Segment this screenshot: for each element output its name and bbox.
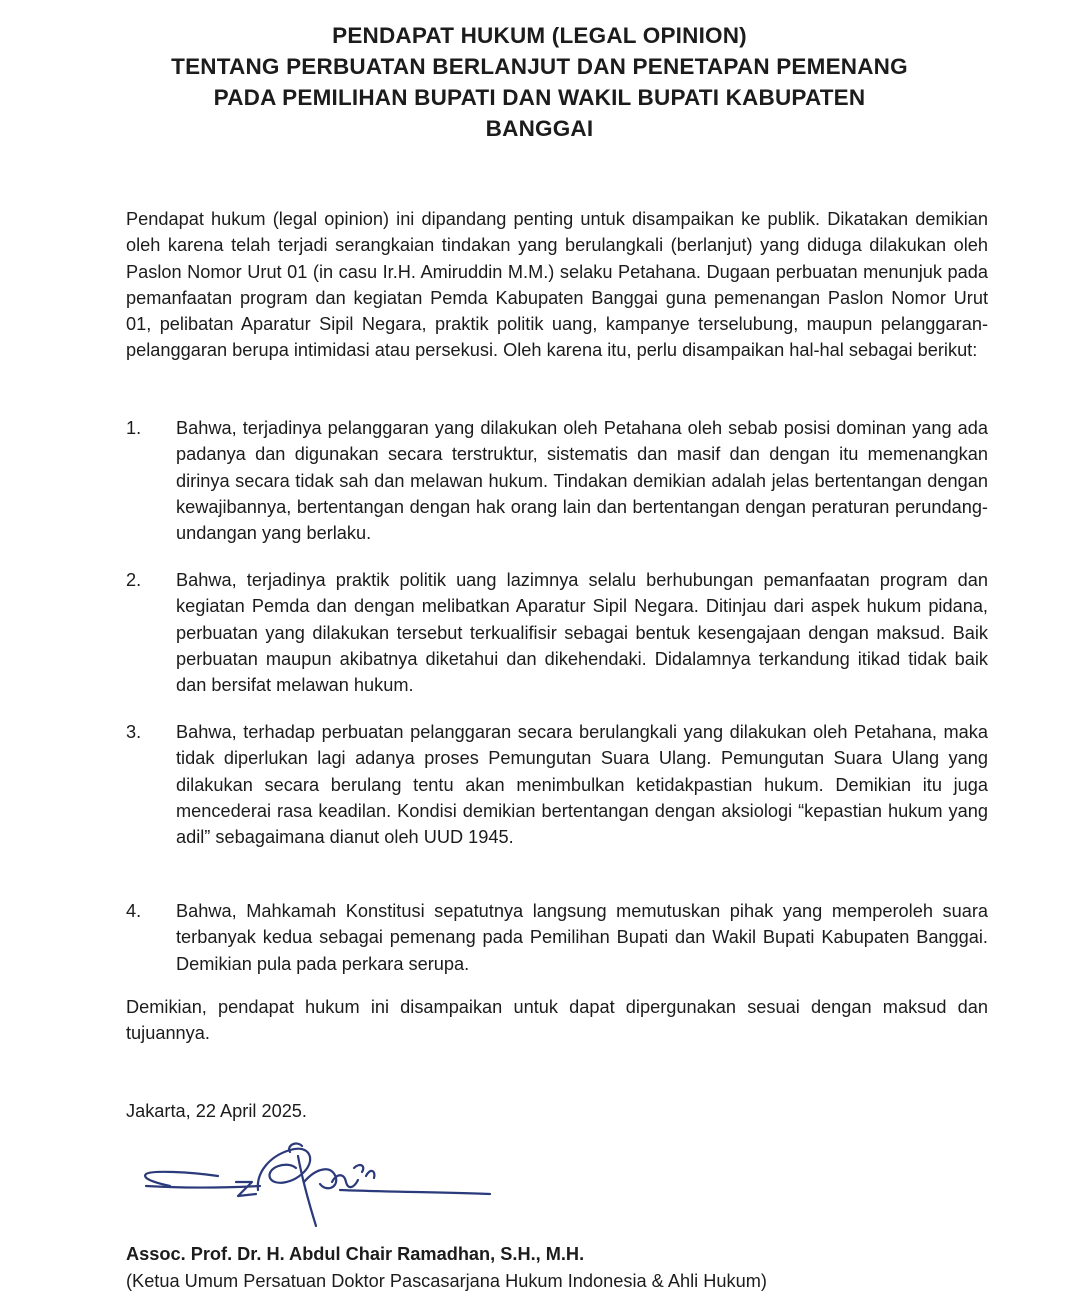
place-date: Jakarta, 22 April 2025. — [126, 1101, 307, 1121]
list-item-text: Bahwa, terjadinya pelanggaran yang dilakukan oleh Petahana oleh sebab posisi dominan yang ada padanya dan digunakan secara terstruktur, sistematis dan masif dan dengan itu memenangkan dirinya secara tidak sah dan melawan hukum. Tindakan demikian adalah jelas bertentangan dengan kewajibannya, bertentangan dengan hak orang lain dan bertentangan dengan peraturan perundang-undangan yang berlaku. — [176, 418, 988, 544]
title-line-3: PADA PEMILIHAN BUPATI DAN WAKIL BUPATI KABUPATEN — [213, 85, 866, 110]
list-item — [126, 898, 988, 977]
list-item — [126, 719, 988, 850]
title-line-1: PENDAPAT HUKUM (LEGAL OPINION) — [332, 23, 747, 48]
list-item-number: 1. — [126, 418, 142, 438]
intro-paragraph: Pendapat hukum (legal opinion) ini dipandang penting untuk disampaikan ke publik. Dikatakan demikian oleh karena telah terjadi serangkaian tindakan yang berulangkali (berlanjut) yang diduga dilakukan oleh Paslon Nomor Urut 01 (in casu Ir.H. Amiruddin M.M.) selaku Petahana. Dugaan perbuatan menunjuk pada pemanfaatan program dan kegiatan Pemda Kabupaten Banggai guna pemenangan Paslon Nomor Urut 01, pelibatan Aparatur Sipil Negara, praktik politik uang, kampanye terselubung, maupun pelanggaran-pelanggaran berupa intimidasi atau persekusi. Oleh karena itu, perlu disampaikan hal-hal sebagai berikut: — [126, 209, 988, 361]
list-item-number: 4. — [126, 901, 142, 921]
signer-role: (Ketua Umum Persatuan Doktor Pascasarjana Hukum Indonesia & Ahli Hukum) — [126, 1271, 767, 1291]
signer-name: Assoc. Prof. Dr. H. Abdul Chair Ramadhan, S.H., M.H. — [126, 1244, 585, 1264]
document-title — [60, 20, 1019, 144]
closing-paragraph: Demikian, pendapat hukum ini disampaikan untuk dapat dipergunakan sesuai dengan maksud dan tujuannya. — [126, 997, 988, 1044]
list-item-text: Bahwa, Mahkamah Konstitusi sepatutnya langsung memutuskan pihak yang memperoleh suara terbanyak kedua sebagai pemenang pada Pemilihan Bupati dan Wakil Bupati Kabupaten Banggai. Demikian pula pada perkara serupa. — [176, 901, 988, 974]
list-item-number: 2. — [126, 570, 142, 590]
list-item-text: Bahwa, terjadinya praktik politik uang lazimnya selalu berhubungan pemanfaatan program dan kegiatan Pemda dan dengan melibatkan Aparatur Sipil Negara. Ditinjau dari aspek hukum pidana, perbuatan yang dilakukan tersebut terkualifisir sebagai bentuk kesengajaan dengan maksud. Baik perbuatan maupun akibatnya diketahui dan dikehendaki. Didalamnya terkandung itikad tidak baik dan bersifat melawan hukum. — [176, 570, 988, 696]
list-item — [126, 415, 988, 546]
list-item-number: 3. — [126, 722, 142, 742]
list-item — [126, 567, 988, 698]
title-line-2: TENTANG PERBUATAN BERLANJUT DAN PENETAPAN PEMENANG — [171, 54, 908, 79]
list-item-text: Bahwa, terhadap perbuatan pelanggaran secara berulangkali yang dilakukan oleh Petahana, maka tidak diperlukan lagi adanya proses Pemungutan Suara Ulang. Pemungutan Suara Ulang yang dilakukan secara berulang tentu akan menimbulkan ketidakpastian hukum. Demikian itu juga mencederai rasa keadilan. Kondisi demikian bertentangan dengan aksiologi “kepastian hukum yang adil” sebagaimana dianut oleh UUD 1945. — [176, 722, 988, 848]
title-line-4: BANGGAI — [485, 116, 594, 141]
handwritten-signature — [140, 1138, 500, 1233]
